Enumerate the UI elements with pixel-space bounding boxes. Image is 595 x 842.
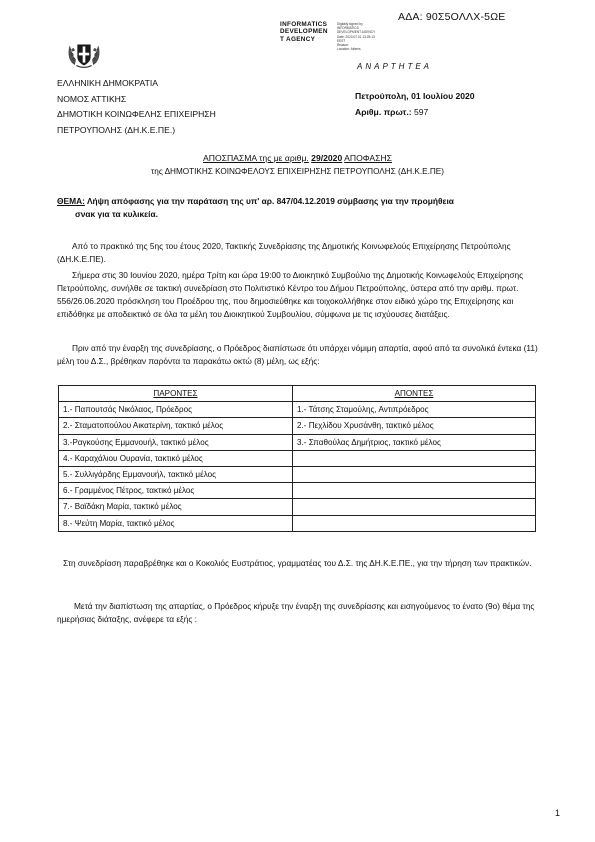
present-member: 4.- Καραχάλιου Ουρανία, τακτικό μέλος xyxy=(59,450,293,466)
extract-title-prefix: ΑΠΟΣΠΑΣΜΑ της με αριθμ. xyxy=(203,153,309,163)
subject-text-continued: σνακ για τα κυλικεία. xyxy=(75,209,158,219)
absent-member: 1.- Τάτσης Σταμούλης, Αντιπρόεδρος xyxy=(293,402,536,418)
absent-member xyxy=(293,483,536,499)
protocol-label: Αριθμ. πρωτ.: xyxy=(355,107,412,117)
greek-coat-of-arms-icon xyxy=(65,36,103,74)
stamp-detail-4: Date: 2020.07.01 13:25:13 xyxy=(337,34,375,39)
extract-subtitle: της ΔΗΜΟΤΙΚΗΣ ΚΟΙΝΩΦΕΛΟΥΣ ΕΠΙΧΕΙΡΗΣΗΣ ΠΕΤΡΟΥΠΟΛΗΣ (ΔΗ.Κ.Ε.ΠΕ) xyxy=(151,167,444,176)
subject-label: ΘΕΜΑ: xyxy=(57,196,85,206)
absent-member xyxy=(293,515,536,531)
table-row xyxy=(59,466,536,482)
table-row xyxy=(59,418,536,434)
stamp-line-2: DEVELOPMEN xyxy=(280,28,328,36)
stamp-line-3: T AGENCY xyxy=(280,35,316,43)
paragraph-agenda-item: Μετά την διαπίστωση της απαρτίας, ο Πρόεδρος κήρυξε την έναρξη της συνεδρίασης και εισηγούμενος το ένατο (9ο) θέμα της ημερήσιας διάταξης, ανέφερε τα εξής : xyxy=(57,601,535,624)
table-row xyxy=(59,402,536,418)
extract-title xyxy=(0,153,595,163)
table-row xyxy=(59,450,536,466)
present-member: 7.- Βαϊδάκη Μαρία, τακτικό μέλος xyxy=(59,499,293,515)
stamp-detail-3: DEVELOPMENT AGENCY xyxy=(337,30,376,35)
signature-stamp-details xyxy=(337,22,375,51)
present-member: 5.- Συλλιγάρδης Εμμανουήλ, τακτικό μέλος xyxy=(59,466,293,482)
present-member: 2.- Σταματοπούλου Αικατερίνη, τακτικό μέλος xyxy=(59,418,293,434)
issuer-line-prefecture: ΝΟΜΟΣ ΑΤΤΙΚΗΣ xyxy=(57,93,127,104)
stamp-line-1: INFORMATICS xyxy=(280,21,328,28)
stamp-detail-6: Reason: xyxy=(337,43,349,48)
ada-code: ΑΔΑ: 90Σ5ΟΛΛΧ-5ΩΕ xyxy=(398,11,506,23)
issuer-block xyxy=(57,76,216,138)
paragraph-secretary: Στη συνεδρίαση παραβρέθηκε και ο Κοκολιός Ευστράτιος, γραμματέας του Δ.Σ. της ΔΗ.Κ.Ε.ΠΕ., για την τήρηση των πρακτικών. xyxy=(63,558,532,568)
stamp-detail-7: Location: Athens xyxy=(337,47,361,52)
extract-title-number: 29/2020 xyxy=(311,153,343,163)
paragraph-quorum: Πριν από την έναρξη της συνεδρίασης, ο Πρόεδρος διαπίστωσε ότι υπάρχει νόμιμη απαρτία, αφού από τα συνολικά έντεκα (11) μέλη του Δ.Σ., βρέθηκαν παρόντα τα παρακάτω οκτώ (8) μέλη, ως εξής: xyxy=(57,343,538,366)
table-row xyxy=(59,434,536,450)
stamp-detail-1: Digitally signed by xyxy=(337,22,363,26)
absent-member xyxy=(293,499,536,515)
paragraph-minutes-source: Από το πρακτικό της 5ης του έτους 2020, Τακτικής Συνεδρίασης της Δημοτικής Κοινωφελούς Επιχείρησης Πετρούπολης (ΔΗ.Κ.Ε.ΠΕ). xyxy=(57,241,511,264)
page-number: 1 xyxy=(555,808,561,818)
stamp-detail-2: INFORMATICS xyxy=(337,26,359,31)
posting-label: ΑΝΑΡΤΗΤΕΑ xyxy=(357,62,433,71)
place-date: Πετρούπολη, 01 Ιουλίου 2020 xyxy=(355,91,475,101)
absent-member xyxy=(293,466,536,482)
protocol-number xyxy=(355,107,428,117)
subject xyxy=(57,195,547,221)
stamp-detail-5: EEST xyxy=(337,38,346,43)
paragraph-meeting-details: Σήμερα στις 30 Ιουνίου 2020, ημέρα Τρίτη και ώρα 19:00 το Διοικητικό Συμβούλιο της Δημοτικής Κοινωφελούς Επιχείρησης Πετρούπολης, συνήλθε σε τακτική συνεδρίαση στο Πολιτιστικό Κέντρο του Δήμου Πετρούπολης, ύστερα από την αριθμ. πρωτ. 556/26.06.2020 πρόσκληση του Προέδρου της, που δημοσιεύθηκε και τοιχοκολλήθηκε στον ειδικό χώρο της Επιχείρησης και επιδόθηκε με αποδεικτικό σε όλα τα μέλη του Διοικητικού Συμβουλίου, σύμφωνα με τις ισχύουσες διατάξεις. xyxy=(57,270,524,319)
present-header: ΠΑΡΟΝΤΕΣ xyxy=(59,386,293,402)
present-member: 6.- Γραμμένος Πέτρος, τακτικό μέλος xyxy=(59,483,293,499)
issuer-line-enterprise: ΔΗΜΟΤΙΚΗ ΚΟΙΝΩΦΕΛΗΣ ΕΠΙΧΕΙΡΗΣΗ xyxy=(57,109,216,120)
present-member: 1.- Παπουτσάς Νικόλαος, Πρόεδρος xyxy=(59,402,293,418)
signature-stamp-label xyxy=(280,21,328,43)
protocol-value: 597 xyxy=(413,107,429,117)
absent-header: ΑΠΟΝΤΕΣ xyxy=(293,386,536,402)
attendance-table xyxy=(58,385,536,532)
absent-member: 2.- Πεχλίδου Χρυσάνθη, τακτικό μέλος xyxy=(293,418,536,434)
extract-title-suffix: ΑΠΟΦΑΣΗΣ xyxy=(344,153,392,163)
attendance-header-row xyxy=(59,386,536,402)
subject-text: Λήψη απόφασης για την παράταση της υπ' αρ. 847/04.12.2019 σύμβασης για την προμήθεια xyxy=(86,196,454,206)
issuer-line-city: ΠΕΤΡΟΥΠΟΛΗΣ (ΔΗ.Κ.Ε.ΠΕ.) xyxy=(57,124,176,135)
present-member: 8.- Ψεύτη Μαρία, τακτικό μέλος xyxy=(59,515,293,531)
table-row xyxy=(59,499,536,515)
table-row xyxy=(59,483,536,499)
issuer-line-republic: ΕΛΛΗΝΙΚΗ ΔΗΜΟΚΡΑΤΙΑ xyxy=(57,78,158,88)
absent-member: 3.- Σπαθούλας Δημήτριος, τακτικό μέλος xyxy=(293,434,536,450)
present-member: 3.-Ραγκούσης Εμμανουήλ, τακτικό μέλος xyxy=(59,434,293,450)
table-row xyxy=(59,515,536,531)
absent-member xyxy=(293,450,536,466)
